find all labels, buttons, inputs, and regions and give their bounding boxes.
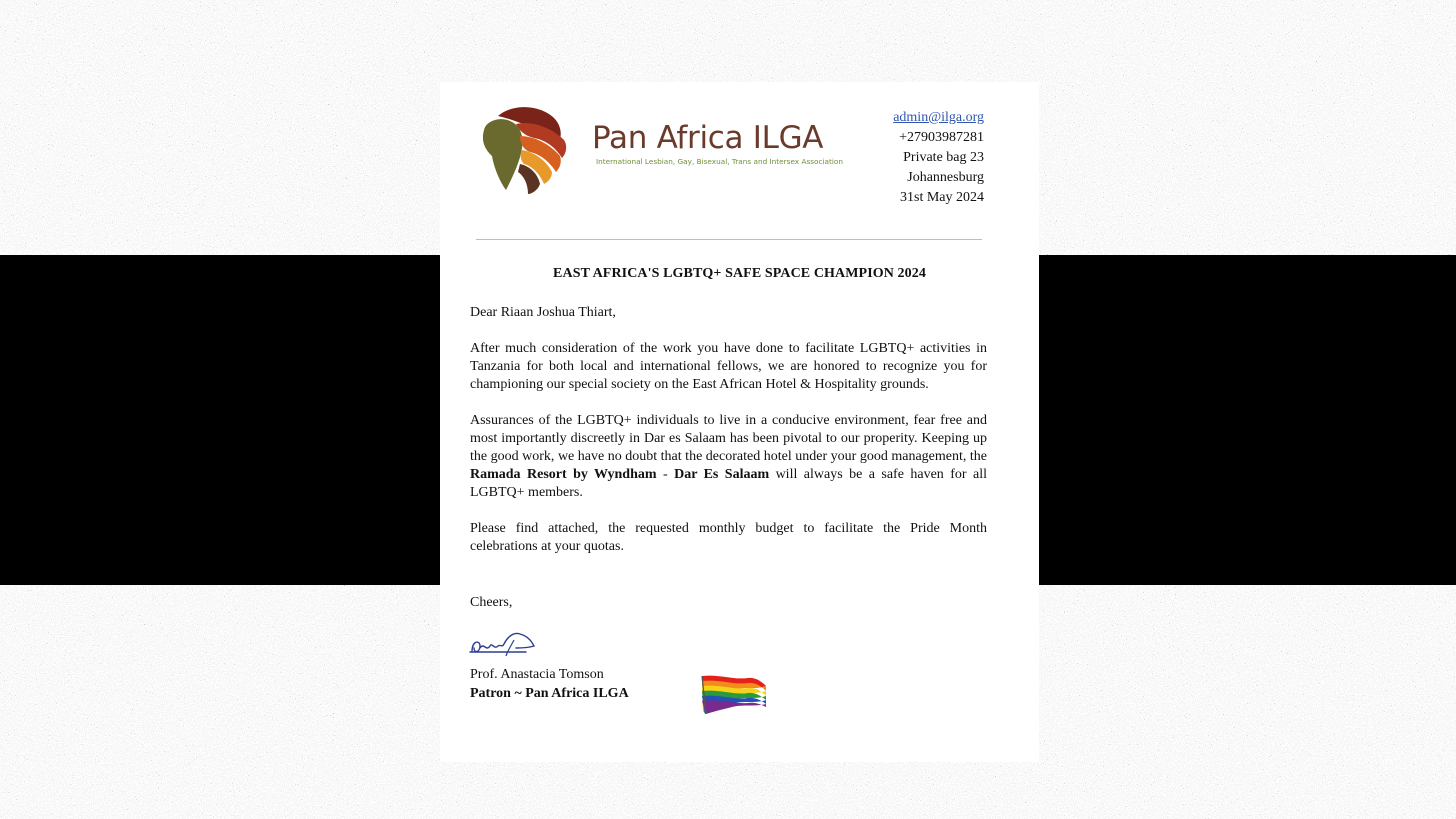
paragraph-2 bbox=[470, 412, 987, 502]
letter-page bbox=[440, 82, 1039, 762]
handwritten-signature bbox=[468, 626, 540, 662]
email-link[interactable]: admin@ilga.org bbox=[893, 110, 984, 125]
header-divider bbox=[476, 239, 982, 240]
letter-body bbox=[470, 304, 987, 556]
organization-tagline: International Lesbian, Gay, Bisexual, Trans and Intersex Association bbox=[596, 157, 843, 166]
paragraph-2-dash: - bbox=[656, 467, 675, 482]
paragraph-2-text-start: Assurances of the LGBTQ+ individuals to live in a conducive environment, fear free and most importantly discreetly in Dar es Salaam has been pivotal to our properity. Keeping up the good work, we have no doubt that the decorated hotel under your good management, the bbox=[470, 413, 987, 464]
organization-name: Pan Africa ILGA bbox=[592, 120, 824, 156]
hotel-name: Ramada Resort by Wyndham bbox=[470, 467, 657, 482]
paragraph-2-text-end: will always be a safe haven for all LGBTQ+ members. bbox=[470, 467, 987, 500]
hotel-location: Dar Es Salaam bbox=[674, 467, 770, 482]
paragraph-3: Please find attached, the requested monthly budget to facilitate the Pride Month celebrations at your quotas. bbox=[470, 521, 987, 554]
letter-date: 31st May 2024 bbox=[900, 190, 984, 205]
phone-number: +27903987281 bbox=[899, 130, 984, 145]
contact-block bbox=[893, 108, 984, 208]
africa-logo-icon bbox=[476, 102, 576, 194]
signer-title: Patron ~ Pan Africa ILGA bbox=[470, 686, 629, 701]
signer-name: Prof. Anastacia Tomson bbox=[470, 667, 604, 682]
greeting: Dear Riaan Joshua Thiart, bbox=[470, 305, 616, 320]
city: Johannesburg bbox=[907, 170, 984, 185]
address-line: Private bag 23 bbox=[903, 150, 984, 165]
paragraph-1: After much consideration of the work you have done to facilitate LGBTQ+ activities in Tanzania for both local and international fellows, we are honored to recognize you for championing our special society on the East African Hotel & Hospitality grounds. bbox=[470, 341, 987, 392]
letter-heading: EAST AFRICA'S LGBTQ+ SAFE SPACE CHAMPION 2024 bbox=[553, 266, 926, 281]
rainbow-flag-icon bbox=[698, 672, 768, 714]
closing: Cheers, bbox=[470, 595, 513, 610]
